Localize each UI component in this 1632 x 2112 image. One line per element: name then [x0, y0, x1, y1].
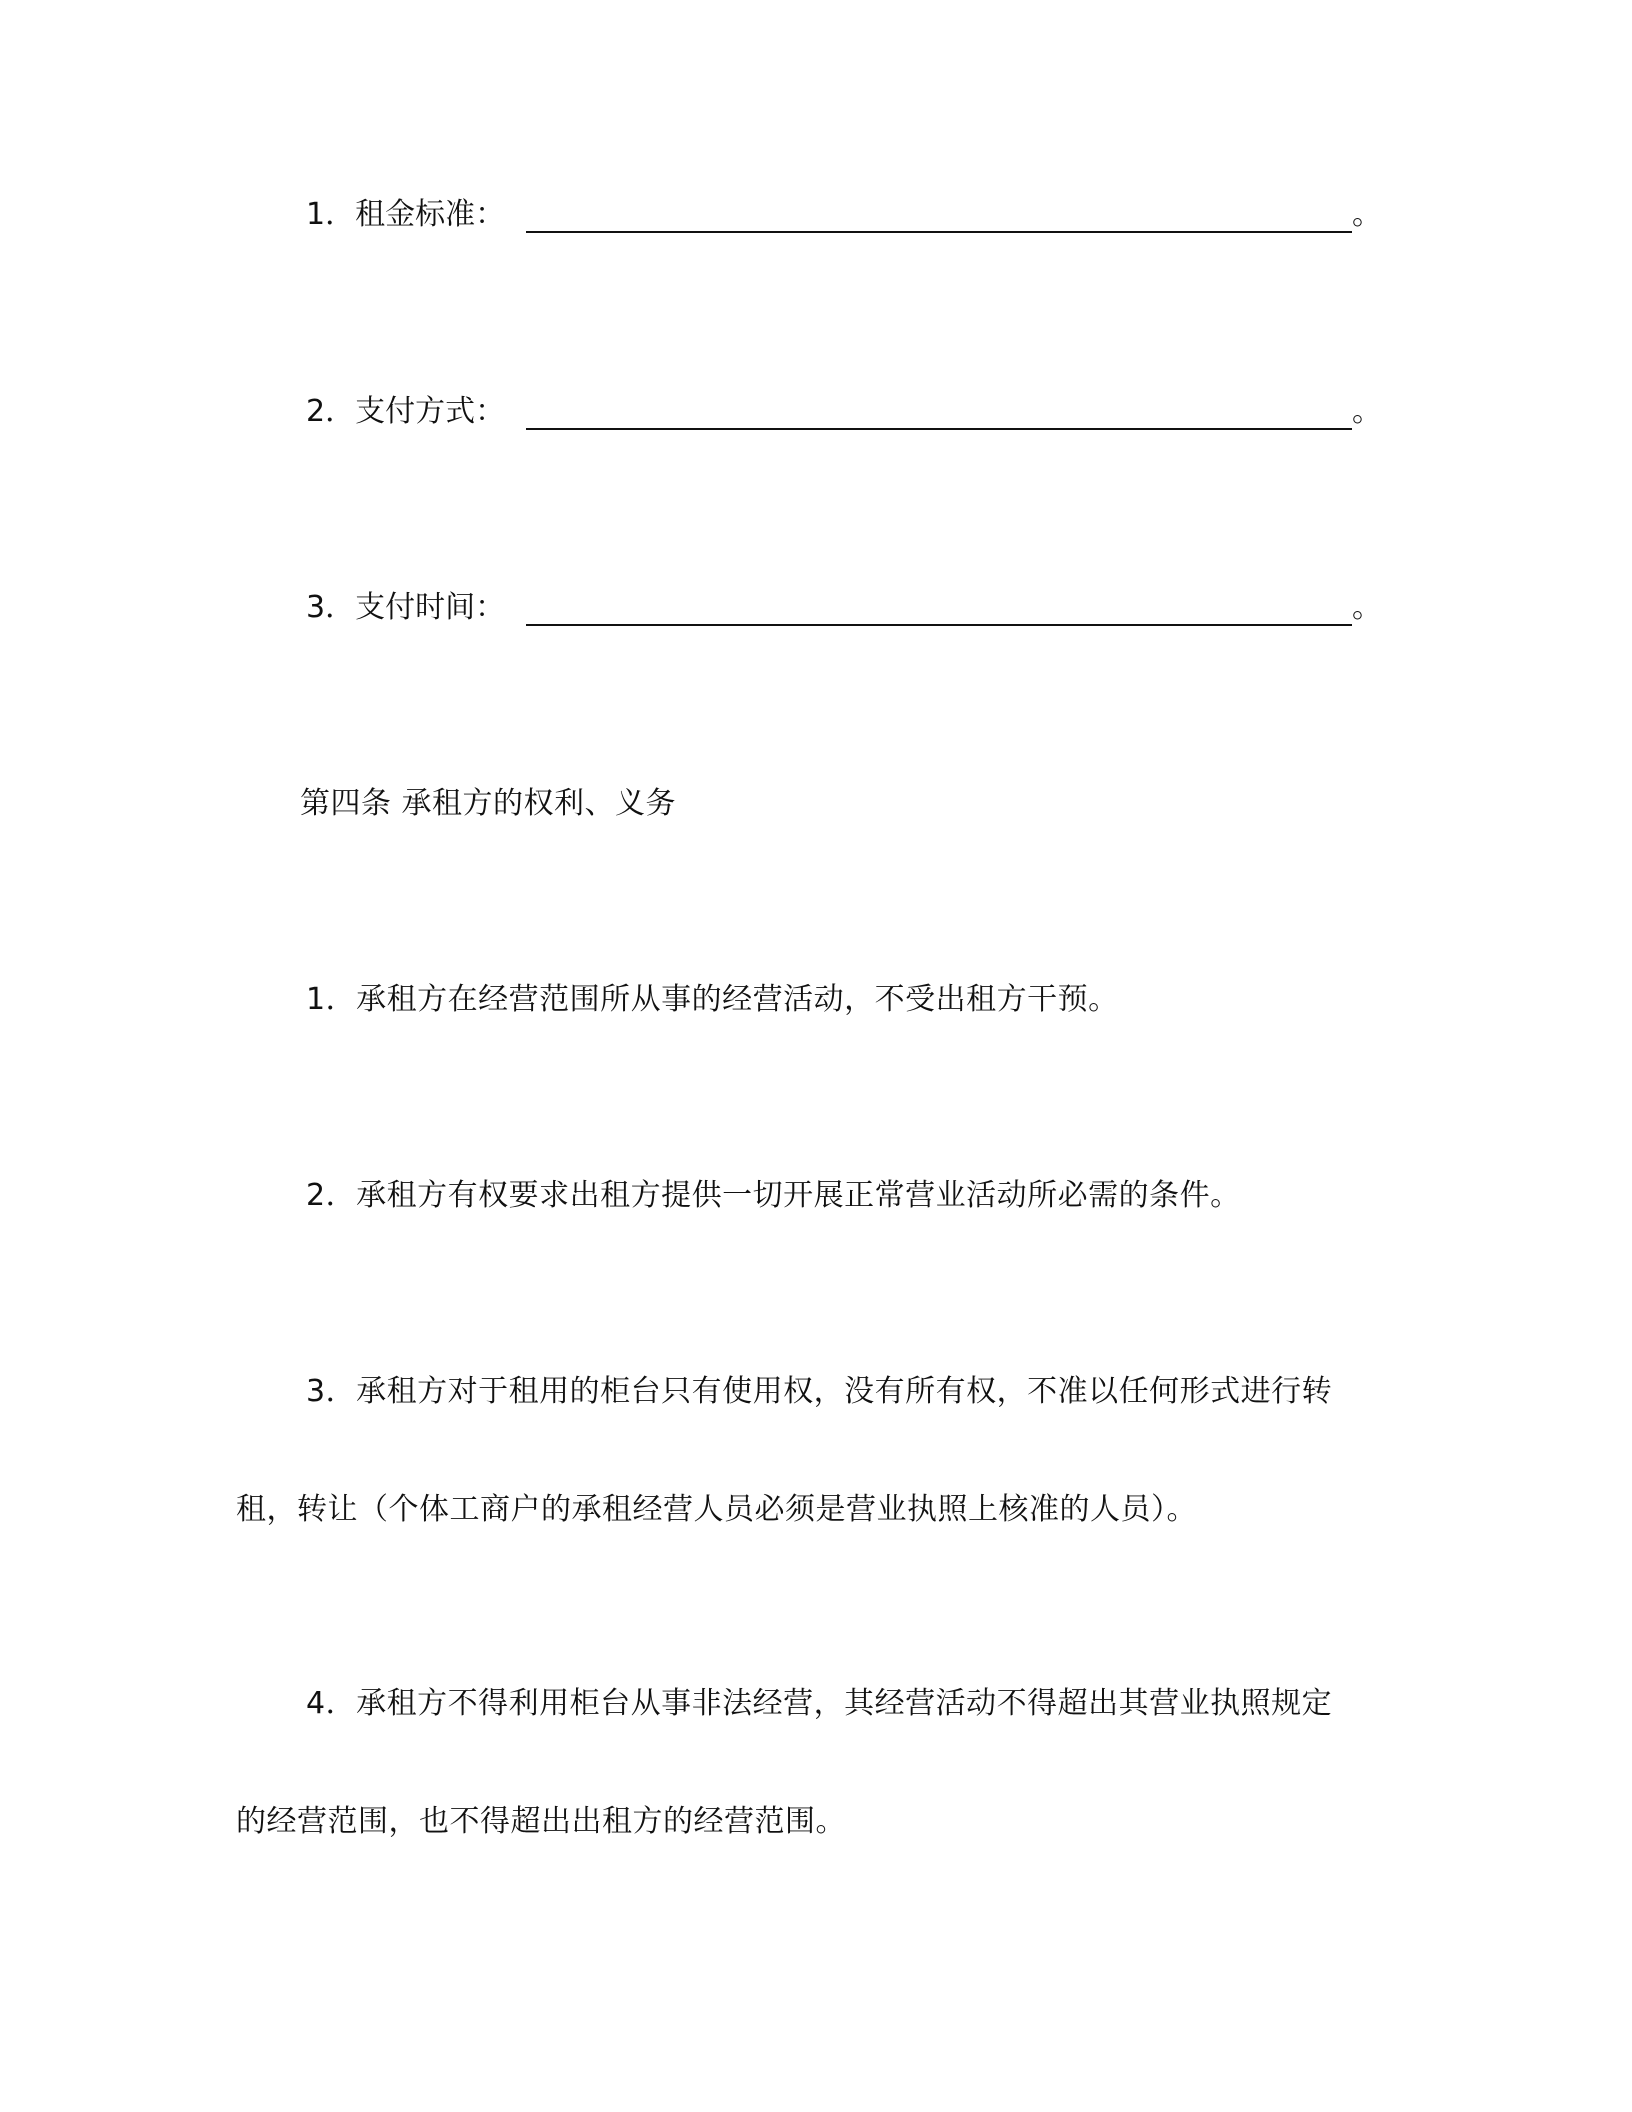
article-heading: 第四条 承租方的权利、义务: [300, 786, 677, 821]
article-item-2: 2．承租方有权要求出租方提供一切开展正常营业活动所必需的条件。: [306, 1178, 1241, 1213]
article-item-4-line-1: 4．承租方不得利用柜台从事非法经营，其经营活动不得超出其营业执照规定: [306, 1686, 1333, 1721]
fill-in-blank[interactable]: [526, 428, 1352, 430]
field-label: 1．租金标准：: [306, 197, 506, 232]
field-label: 2．支付方式：: [306, 394, 506, 429]
field-end-mark: 。: [1352, 590, 1382, 625]
article-item-3-line-1: 3．承租方对于租用的柜台只有使用权，没有所有权，不准以任何形式进行转: [306, 1374, 1333, 1409]
fill-in-blank[interactable]: [526, 624, 1352, 626]
field-end-mark: 。: [1352, 394, 1382, 429]
article-item-1: 1．承租方在经营范围所从事的经营活动，不受出租方干预。: [306, 982, 1119, 1017]
field-label: 3．支付时间：: [306, 590, 506, 625]
fill-in-blank[interactable]: [526, 231, 1352, 233]
article-item-3-line-2: 租，转让（个体工商户的承租经营人员必须是营业执照上核准的人员）。: [236, 1492, 1197, 1527]
field-end-mark: 。: [1352, 197, 1382, 232]
article-item-4-line-2: 的经营范围，也不得超出出租方的经营范围。: [236, 1804, 846, 1839]
